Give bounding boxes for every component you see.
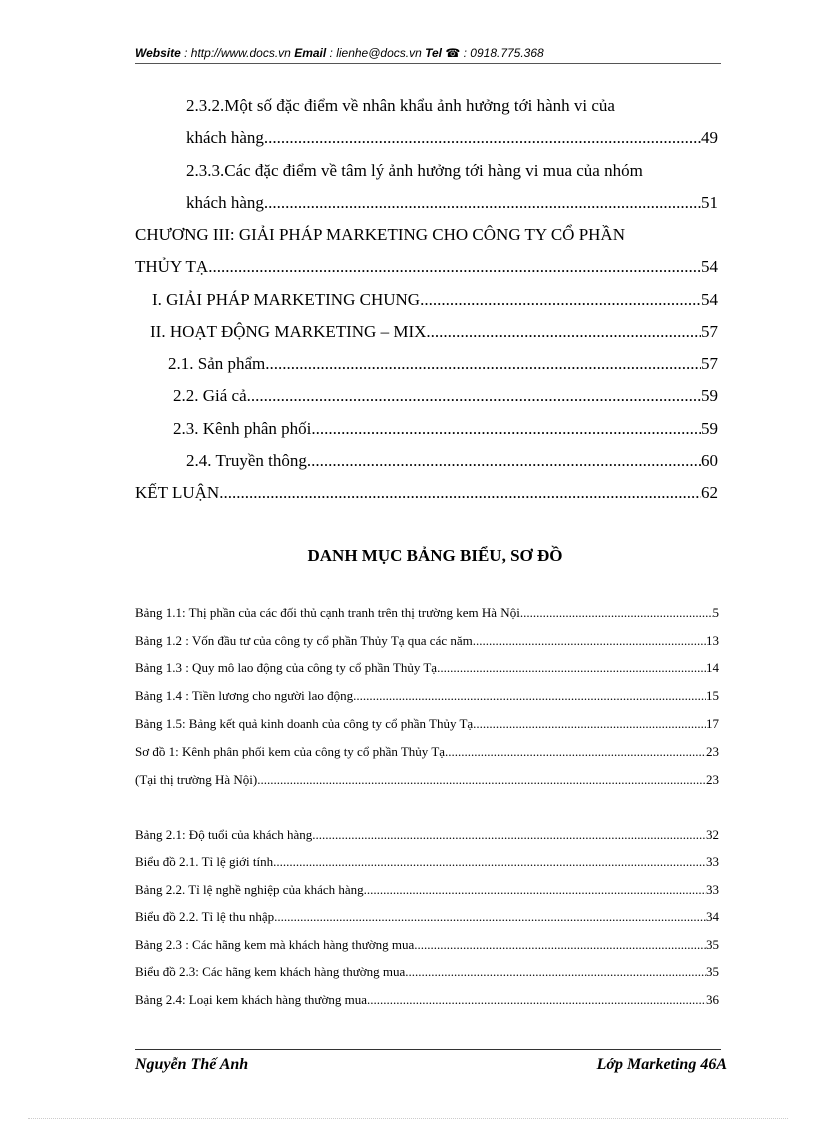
toc-entry[interactable]: khách hàng ..... 51 bbox=[186, 193, 718, 213]
figure-entry[interactable]: Sơ đồ 1: Kênh phân phối kem của công ty cổ phần Thủy Tạ ..... 23 bbox=[135, 744, 719, 760]
toc-entry[interactable]: KẾT LUẬN ..... 62 bbox=[135, 483, 718, 503]
footer-divider bbox=[135, 1049, 721, 1050]
toc-entry[interactable]: 2.3. Kênh phân phối ..... 59 bbox=[173, 419, 718, 439]
toc-page: 54 bbox=[701, 257, 718, 276]
toc-page: 60 bbox=[701, 451, 718, 470]
toc-page: 51 bbox=[701, 193, 718, 212]
figure-entry[interactable]: Bảng 1.4 : Tiền lương cho người lao động ..... 15 bbox=[135, 688, 719, 704]
toc-entry[interactable]: 2.2. Giá cả ..... 59 bbox=[173, 386, 718, 406]
figure-entry[interactable]: Bảng 2.3 : Các hãng kem mà khách hàng thường mua ..... 35 bbox=[135, 937, 719, 953]
website-value[interactable]: : http://www.docs.vn bbox=[180, 46, 295, 60]
figure-entry[interactable]: Bảng 2.2. Tỉ lệ nghề nghiệp của khách hàng ..... 33 bbox=[135, 882, 719, 898]
toc-entry[interactable]: 2.1. Sản phẩm ..... 57 bbox=[168, 354, 718, 374]
figure-entry[interactable]: Bảng 1.1: Thị phần của các đối thủ cạnh tranh trên thị trường kem Hà Nội ..... 5 bbox=[135, 605, 719, 621]
toc-page: 62 bbox=[701, 483, 718, 502]
toc-entry[interactable]: I. GIẢI PHÁP MARKETING CHUNG ..... 54 bbox=[152, 290, 718, 310]
toc-entry[interactable]: II. HOẠT ĐỘNG MARKETING – MIX ..... 57 bbox=[150, 322, 718, 342]
toc-entry[interactable]: 2.4. Truyền thông ..... 60 bbox=[186, 451, 718, 471]
toc-entry[interactable]: khách hàng ..... 49 bbox=[186, 128, 718, 148]
list-of-figures-title: DANH MỤC BẢNG BIỂU, SƠ ĐỒ bbox=[307, 546, 563, 565]
toc-page: 59 bbox=[701, 419, 718, 438]
toc-page: 57 bbox=[701, 354, 718, 373]
toc-entry[interactable]: 2.3.2.Một số đặc điểm về nhân khẩu ảnh hưởng tới hành vi của bbox=[186, 96, 615, 115]
figure-entry[interactable]: Biểu đồ 2.1. Tỉ lệ giới tính ..... 33 bbox=[135, 854, 719, 870]
footer-author: Nguyễn Thế Anh bbox=[135, 1056, 249, 1073]
figure-entry[interactable]: Bảng 1.5: Bảng kết quả kinh doanh của công ty cổ phần Thủy Tạ ..... 17 bbox=[135, 716, 719, 732]
toc-entry[interactable]: CHƯƠNG III: GIẢI PHÁP MARKETING CHO CÔNG TY CỔ PHẦN bbox=[135, 225, 625, 244]
toc-entry[interactable]: 2.3.3.Các đặc điểm về tâm lý ảnh hưởng tới hàng vi mua của nhóm bbox=[186, 161, 643, 180]
tel-value: ☎ : 0918.775.368 bbox=[442, 46, 544, 60]
figure-entry[interactable]: Bảng 2.4: Loại kem khách hàng thường mua ..... 36 bbox=[135, 992, 719, 1008]
email-label: Email bbox=[294, 46, 327, 60]
tel-label: Tel bbox=[425, 46, 443, 60]
toc-page: 54 bbox=[701, 290, 718, 309]
email-value[interactable]: : lienhe@docs.vn bbox=[326, 46, 426, 60]
figure-entry[interactable]: Biểu đồ 2.2. Tỉ lệ thu nhập ..... 34 bbox=[135, 909, 719, 925]
footer-class: Lớp Marketing 46A bbox=[596, 1056, 727, 1073]
figure-entry[interactable]: (Tại thị trường Hà Nội) ..... 23 bbox=[135, 772, 719, 788]
toc-page: 59 bbox=[701, 386, 718, 405]
figure-entry[interactable]: Bảng 1.2 : Vốn đầu tư của công ty cổ phần Thủy Tạ qua các năm ..... 13 bbox=[135, 633, 719, 649]
website-label: Website bbox=[135, 46, 181, 60]
figure-entry[interactable]: Bảng 2.1: Độ tuổi của khách hàng ..... 32 bbox=[135, 827, 719, 843]
toc-page: 49 bbox=[701, 128, 718, 147]
figure-entry[interactable]: Biểu đồ 2.3: Các hãng kem khách hàng thường mua ..... 35 bbox=[135, 964, 719, 980]
page-bottom-border bbox=[28, 1118, 788, 1119]
page-header bbox=[135, 46, 721, 64]
toc-page: 57 bbox=[701, 322, 718, 341]
figure-entry[interactable]: Bảng 1.3 : Quy mô lao động của công ty cổ phần Thủy Tạ ..... 14 bbox=[135, 660, 719, 676]
toc-entry[interactable]: THỦY TẠ ..... 54 bbox=[135, 257, 718, 277]
